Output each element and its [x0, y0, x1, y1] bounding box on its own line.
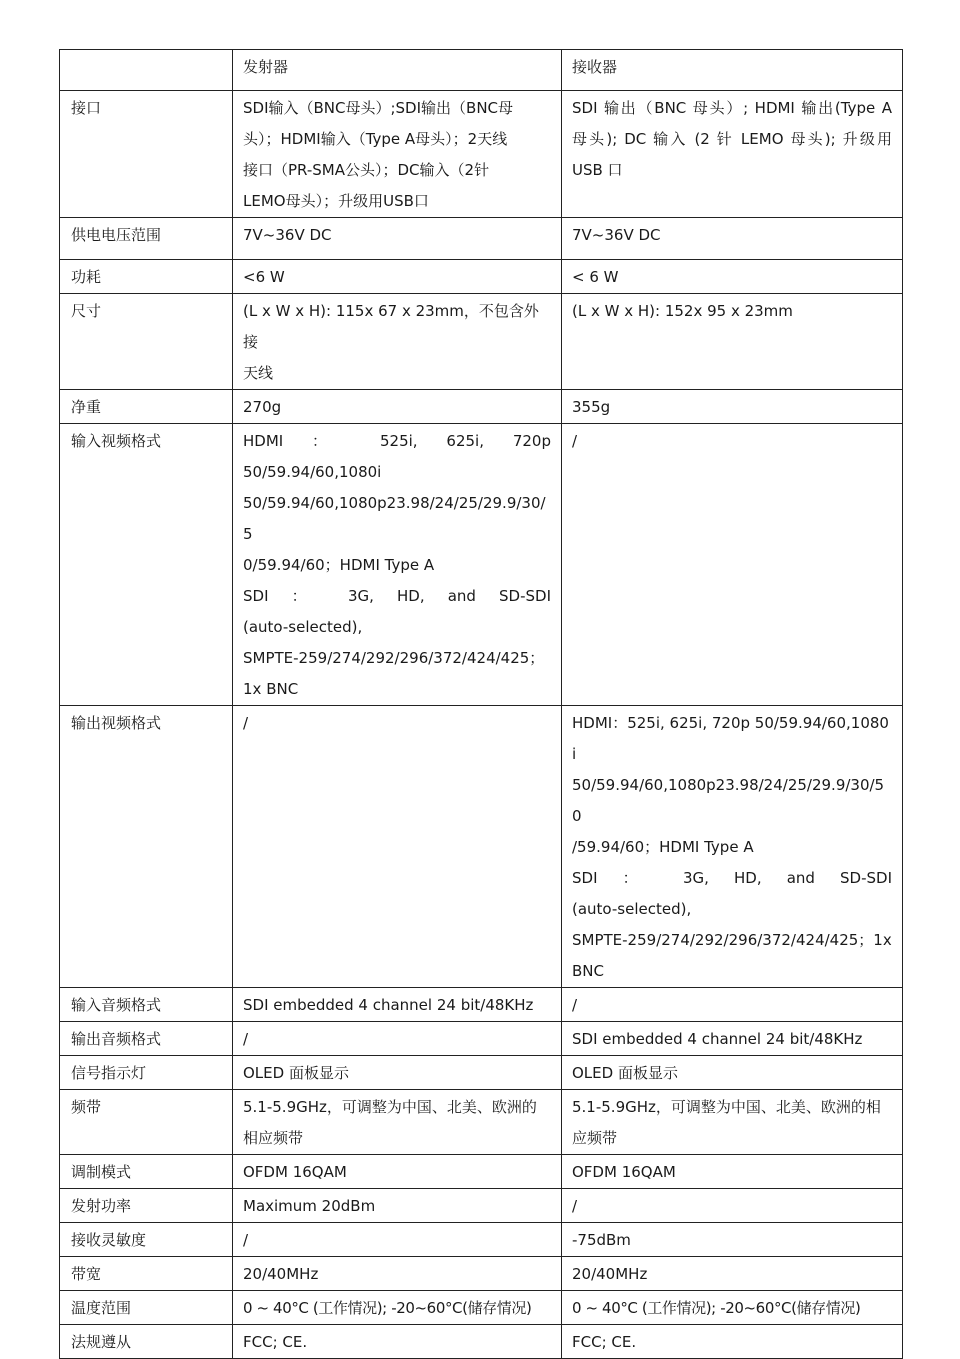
row-label: 供电电压范围	[60, 218, 233, 260]
row-label: 温度范围	[60, 1291, 233, 1325]
table-row	[60, 1325, 903, 1359]
value-line: 7V~36V DC	[243, 226, 332, 244]
value-line: SDI embedded 4 channel 24 bit/48KHz	[572, 1030, 863, 1048]
transmitter-value	[233, 1022, 562, 1056]
value-line: /	[572, 432, 578, 450]
row-label: 频带	[60, 1090, 233, 1155]
value-line: -75dBm	[572, 1231, 631, 1249]
row-label: 输出音频格式	[60, 1022, 233, 1056]
row-label: 净重	[60, 390, 233, 424]
row-label: 调制模式	[60, 1155, 233, 1189]
value-line: FCC; CE.	[243, 1333, 308, 1351]
value-line: /	[243, 1231, 249, 1249]
table-header-row	[60, 50, 903, 91]
value-line: 相应频带	[243, 1129, 304, 1147]
receiver-value	[562, 1155, 903, 1189]
header-cell-receiver: 接收器	[562, 50, 903, 91]
value-line: (auto-selected),	[243, 618, 363, 636]
transmitter-value	[233, 390, 562, 424]
table-row	[60, 706, 903, 988]
transmitter-value	[233, 424, 562, 706]
value-line: 50/59.94/60,1080i	[243, 463, 382, 481]
spec-table	[59, 49, 903, 1359]
transmitter-value	[233, 1189, 562, 1223]
row-label: 信号指示灯	[60, 1056, 233, 1090]
receiver-value	[562, 1022, 903, 1056]
value-line: 应频带	[572, 1129, 618, 1147]
receiver-value	[562, 1291, 903, 1325]
value-line: 头）；HDMI输入（Type A母头）；2天线	[243, 130, 508, 148]
transmitter-value	[233, 91, 562, 218]
table-row	[60, 260, 903, 294]
value-line: /	[243, 1030, 249, 1048]
transmitter-value	[233, 1056, 562, 1090]
value-line: HDMI ： 525i, 625i, 720p	[243, 432, 551, 450]
row-label: 发射功率	[60, 1189, 233, 1223]
row-label: 接口	[60, 91, 233, 218]
table-row	[60, 294, 903, 390]
transmitter-value	[233, 988, 562, 1022]
table-row	[60, 218, 903, 260]
transmitter-value	[233, 1257, 562, 1291]
table-row	[60, 1022, 903, 1056]
value-line: OLED 面板显示	[243, 1064, 349, 1082]
header-cell-transmitter: 发射器	[233, 50, 562, 91]
value-line: <6 W	[243, 268, 285, 286]
row-label: 尺寸	[60, 294, 233, 390]
receiver-value	[562, 1223, 903, 1257]
value-line: (L x W x H): 115x 67 x 23mm，不包含外接	[243, 302, 539, 351]
transmitter-value	[233, 260, 562, 294]
receiver-value	[562, 260, 903, 294]
receiver-value	[562, 706, 903, 988]
value-line: 接口（PR-SMA公头）；DC输入（2针	[243, 161, 490, 179]
value-line: 20/40MHz	[572, 1265, 648, 1283]
value-line: USB 口	[572, 161, 623, 179]
transmitter-value	[233, 1155, 562, 1189]
value-line: 天线	[243, 364, 274, 382]
table-row	[60, 1189, 903, 1223]
transmitter-value	[233, 218, 562, 260]
transmitter-value	[233, 1090, 562, 1155]
value-line: 50/59.94/60,1080p23.98/24/25/29.9/30/50	[572, 776, 885, 825]
row-label: 接收灵敏度	[60, 1223, 233, 1257]
table-row	[60, 91, 903, 218]
value-line: LEMO母头）；升级用USB口	[243, 192, 429, 210]
value-line: 1x BNC	[243, 680, 299, 698]
value-line: FCC; CE.	[572, 1333, 637, 1351]
transmitter-value	[233, 1223, 562, 1257]
value-line: (auto-selected),	[572, 900, 692, 918]
table-row	[60, 1155, 903, 1189]
value-line: /	[572, 996, 578, 1014]
transmitter-value	[233, 1325, 562, 1359]
value-line: 20/40MHz	[243, 1265, 319, 1283]
table-row	[60, 1223, 903, 1257]
value-line: SDI ： 3G, HD, and SD-SDI	[243, 587, 551, 605]
value-line: OFDM 16QAM	[572, 1163, 676, 1181]
transmitter-value	[233, 706, 562, 988]
table-row	[60, 424, 903, 706]
header-cell-empty	[60, 50, 233, 91]
value-line: < 6 W	[572, 268, 619, 286]
value-line: SDI ： 3G, HD, and SD-SDI	[572, 869, 892, 887]
receiver-value	[562, 988, 903, 1022]
receiver-value	[562, 1325, 903, 1359]
row-label: 法规遵从	[60, 1325, 233, 1359]
table-row	[60, 1291, 903, 1325]
value-line: SMPTE-259/274/292/296/372/424/425；1x	[572, 931, 892, 949]
value-line: HDMI：525i, 625i, 720p 50/59.94/60,1080i	[572, 714, 889, 763]
receiver-value	[562, 1056, 903, 1090]
table-row	[60, 1257, 903, 1291]
row-label: 输入音频格式	[60, 988, 233, 1022]
value-line: 5.1-5.9GHz，可调整为中国、北美、欧洲的	[243, 1098, 537, 1116]
transmitter-value	[233, 294, 562, 390]
value-line: /	[572, 1197, 578, 1215]
table-row	[60, 1090, 903, 1155]
receiver-value	[562, 91, 903, 218]
value-line: 5.1-5.9GHz，可调整为中国、北美、欧洲的相	[572, 1098, 881, 1116]
value-line: SDI embedded 4 channel 24 bit/48KHz	[243, 996, 534, 1014]
value-line: OFDM 16QAM	[243, 1163, 347, 1181]
row-label: 功耗	[60, 260, 233, 294]
receiver-value	[562, 1257, 903, 1291]
value-line: 50/59.94/60,1080p23.98/24/25/29.9/30/5	[243, 494, 546, 543]
value-line: SDI 输出（BNC 母头）; HDMI 输出(Type A	[572, 99, 892, 117]
value-line: (L x W x H): 152x 95 x 23mm	[572, 302, 793, 320]
value-line: 0 ~ 40°C (工作情况); -20~60°C(储存情况)	[572, 1299, 861, 1317]
row-label: 带宽	[60, 1257, 233, 1291]
receiver-value	[562, 218, 903, 260]
receiver-value	[562, 424, 903, 706]
value-line: 355g	[572, 398, 611, 416]
receiver-value	[562, 390, 903, 424]
row-label: 输出视频格式	[60, 706, 233, 988]
receiver-value	[562, 1090, 903, 1155]
value-line: 270g	[243, 398, 282, 416]
receiver-value	[562, 1189, 903, 1223]
value-line: SDI输入（BNC母头）;SDI输出（BNC母	[243, 99, 514, 117]
table-row	[60, 988, 903, 1022]
receiver-value	[562, 294, 903, 390]
value-line: 0/59.94/60；HDMI Type A	[243, 556, 435, 574]
table-row	[60, 1056, 903, 1090]
transmitter-value	[233, 1291, 562, 1325]
value-line: 母头); DC 输入 (2 针 LEMO 母头); 升级用	[572, 130, 892, 148]
value-line: SMPTE-259/274/292/296/372/424/425；	[243, 649, 545, 667]
row-label: 输入视频格式	[60, 424, 233, 706]
value-line: BNC	[572, 962, 604, 980]
table-row	[60, 390, 903, 424]
value-line: OLED 面板显示	[572, 1064, 678, 1082]
value-line: /	[243, 714, 249, 732]
value-line: 0 ~ 40°C (工作情况); -20~60°C(储存情况)	[243, 1299, 532, 1317]
value-line: /59.94/60；HDMI Type A	[572, 838, 754, 856]
value-line: Maximum 20dBm	[243, 1197, 376, 1215]
value-line: 7V~36V DC	[572, 226, 661, 244]
